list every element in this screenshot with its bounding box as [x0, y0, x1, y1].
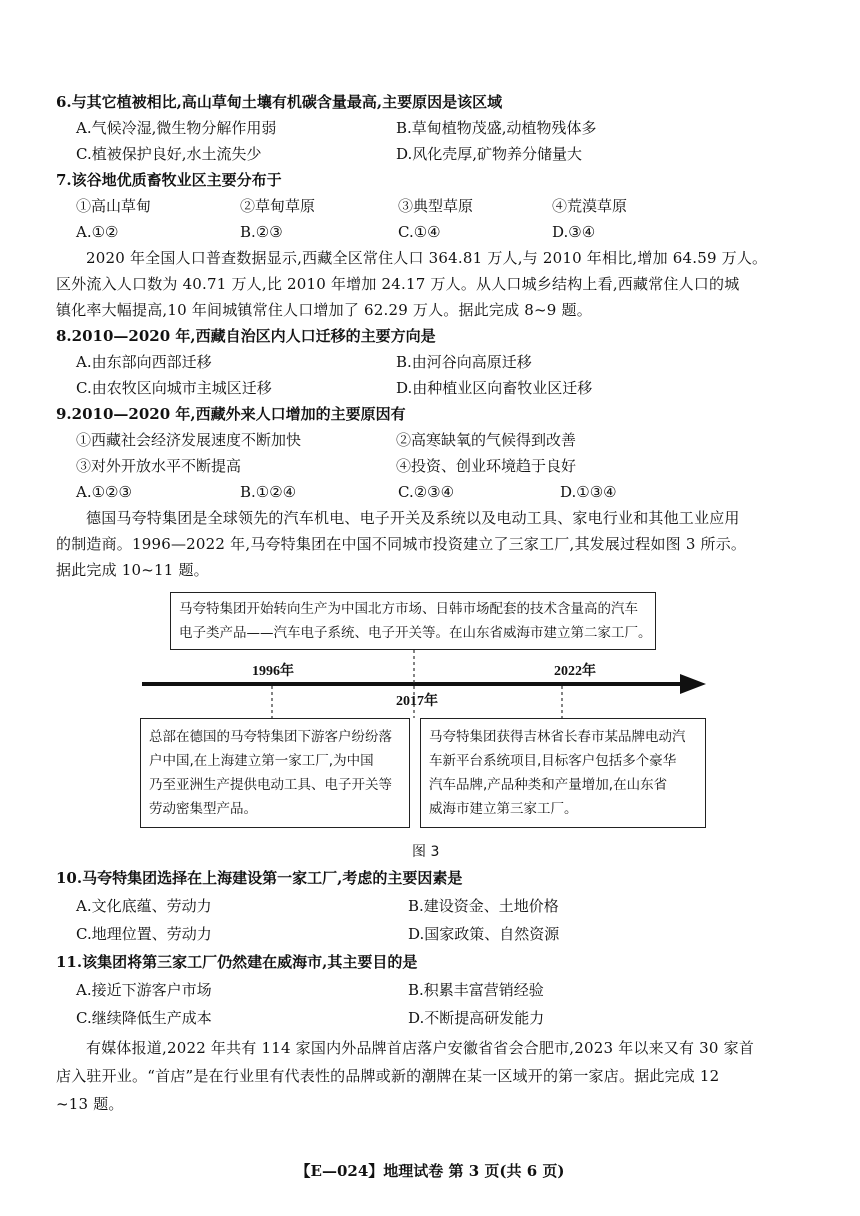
q11-option-a: A.接近下游客户市场	[76, 981, 212, 999]
q7-stem: 7.该谷地优质畜牧业区主要分布于	[56, 171, 282, 189]
passage3-line-1: 有媒体报道,2022 年共有 114 家国内外品牌首店落户安徽省省会合肥市,2023 年以来又有 30 家首	[86, 1039, 755, 1057]
q9-item-3: ③对外开放水平不断提高	[76, 457, 242, 475]
q10-option-b: B.建设资金、土地价格	[408, 897, 559, 915]
figure-box-2017	[170, 592, 656, 650]
q7-option-b: B.②③	[240, 223, 283, 241]
q11-option-c: C.继续降低生产成本	[76, 1009, 212, 1027]
passage1-line-2: 区外流入人口数为 40.71 万人,比 2010 年增加 24.17 万人。从人口城乡结构上看,西藏常住人口的城	[56, 275, 740, 293]
passage2-line-3: 据此完成 10~11 题。	[56, 561, 209, 579]
q6-option-c: C.植被保护良好,水土流失少	[76, 145, 262, 163]
box-1996-line-4: 劳动密集型产品。	[149, 801, 257, 817]
q8-stem: 8.2010—2020 年,西藏自治区内人口迁移的主要方向是	[56, 327, 436, 345]
q7-item-4: ④荒漠草原	[552, 197, 628, 215]
q9-item-1: ①西藏社会经济发展速度不断加快	[76, 431, 302, 449]
q9-option-b: B.①②④	[240, 483, 297, 501]
box-1996-line-1: 总部在德国的马夸特集团下游客户纷纷落	[149, 729, 392, 745]
q8-option-b: B.由河谷向高原迁移	[396, 353, 532, 371]
q10-option-d: D.国家政策、自然资源	[408, 925, 560, 943]
q8-option-c: C.由农牧区向城市主城区迁移	[76, 379, 272, 397]
passage2-line-2: 的制造商。1996—2022 年,马夸特集团在中国不同城市投资建立了三家工厂,其发展过程如图 3 所示。	[56, 535, 747, 553]
timeline-arrowhead	[680, 674, 706, 694]
q9-stem: 9.2010—2020 年,西藏外来人口增加的主要原因有	[56, 405, 406, 423]
q7-item-1: ①高山草甸	[76, 197, 152, 215]
q8-option-d: D.由种植业区向畜牧业区迁移	[396, 379, 593, 397]
box-2017-line-1: 马夸特集团开始转向生产为中国北方市场、日韩市场配套的技术含量高的汽车	[179, 601, 638, 617]
q9-option-c: C.②③④	[398, 483, 455, 501]
box-2022-line-4: 威海市建立第三家工厂。	[429, 801, 578, 817]
q9-item-2: ②高寒缺氧的气候得到改善	[396, 431, 577, 449]
q8-option-a: A.由东部向西部迁移	[76, 353, 212, 371]
q6-option-a: A.气候冷湿,微生物分解作用弱	[76, 119, 277, 137]
page-footer: 【E—024】地理试卷 第 3 页(共 6 页)	[295, 1162, 565, 1180]
q11-option-b: B.积累丰富营销经验	[408, 981, 544, 999]
figure-box-2022	[420, 718, 706, 828]
q7-item-3: ③典型草原	[398, 197, 474, 215]
q11-option-d: D.不断提高研发能力	[408, 1009, 545, 1027]
passage1-line-3: 镇化率大幅提高,10 年间城镇常住人口增加了 62.29 万人。据此完成 8~9 题。	[56, 301, 592, 319]
passage1-line-1: 2020 年全国人口普查数据显示,西藏全区常住人口 364.81 万人,与 2010 年相比,增加 64.59 万人。	[86, 249, 768, 267]
q7-option-d: D.③④	[552, 223, 596, 241]
q7-option-c: C.①④	[398, 223, 441, 241]
box-1996-line-2: 户中国,在上海建立第一家工厂,为中国	[149, 753, 374, 769]
box-2022-line-2: 车新平台系统项目,目标客户包括多个豪华	[429, 753, 677, 769]
figure-box-1996	[140, 718, 410, 828]
q9-option-a: A.①②③	[76, 483, 132, 501]
box-2022-line-1: 马夸特集团获得吉林省长春市某品牌电动汽	[429, 729, 686, 745]
passage2-line-1: 德国马夸特集团是全球领先的汽车机电、电子开关及系统以及电动工具、家电行业和其他工业应用	[86, 509, 740, 527]
q6-option-b: B.草甸植物茂盛,动植物残体多	[396, 119, 597, 137]
box-1996-line-3: 乃至亚洲生产提供电动工具、电子开关等	[149, 777, 392, 793]
q7-option-a: A.①②	[76, 223, 119, 241]
figure-caption: 图 3	[412, 844, 440, 860]
q7-item-2: ②草甸草原	[240, 197, 316, 215]
year-1996-label: 1996年	[252, 664, 294, 679]
year-2017-label: 2017年	[396, 694, 438, 709]
q6-stem: 6.与其它植被相比,高山草甸土壤有机碳含量最高,主要原因是该区域	[56, 93, 503, 111]
q6-option-d: D.风化壳厚,矿物养分储量大	[396, 145, 583, 163]
box-2017-line-2: 电子类产品——汽车电子系统、电子开关等。在山东省威海市建立第二家工厂。	[179, 625, 652, 641]
passage3-line-2: 店入驻开业。“首店”是在行业里有代表性的品牌或新的潮牌在某一区域开的第一家店。据此完成 12	[56, 1067, 720, 1085]
year-2022-label: 2022年	[554, 664, 596, 679]
q10-stem: 10.马夸特集团选择在上海建设第一家工厂,考虑的主要因素是	[56, 869, 463, 887]
box-2022-line-3: 汽车品牌,产品种类和产量增加,在山东省	[429, 777, 668, 793]
q9-item-4: ④投资、创业环境趋于良好	[396, 457, 577, 475]
q9-option-d: D.①③④	[560, 483, 617, 501]
passage3-line-3: ~13 题。	[56, 1095, 124, 1113]
q10-option-c: C.地理位置、劳动力	[76, 925, 212, 943]
q11-stem: 11.该集团将第三家工厂仍然建在威海市,其主要目的是	[56, 953, 418, 971]
q10-option-a: A.文化底蕴、劳动力	[76, 897, 212, 915]
